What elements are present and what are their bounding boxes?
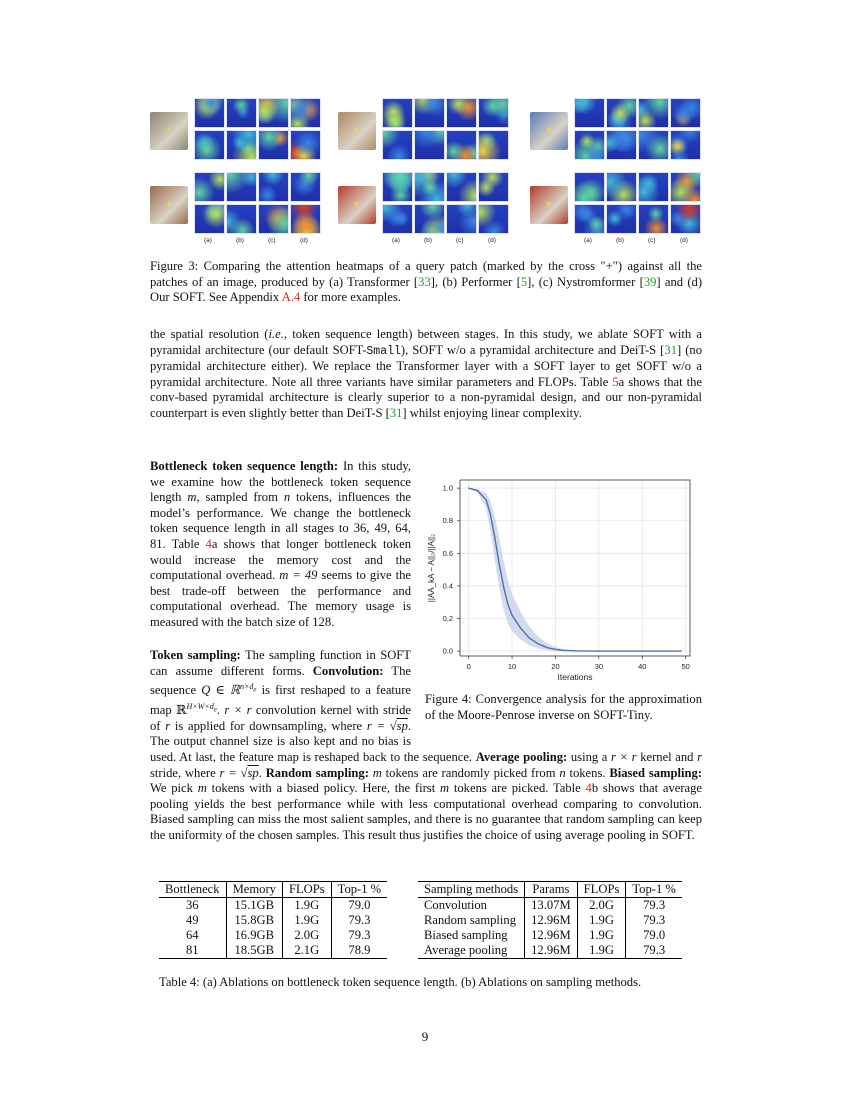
heatmap-group (150, 98, 322, 250)
table-cell: 36 (159, 898, 226, 914)
table-cell: 64 (159, 928, 226, 943)
x-axis-label: Iterations (557, 672, 593, 682)
attention-heatmap (606, 172, 637, 202)
table-cell: 2.1G (282, 943, 331, 959)
table-4-caption: Table 4: (a) Ablations on bottleneck token sequence length. (b) Ablations on sampling methods. (159, 975, 642, 989)
table-header: FLOPs (577, 882, 626, 898)
table-row (418, 913, 682, 928)
table-cell: 13.07M (525, 898, 578, 914)
attention-heatmap (446, 130, 477, 160)
float-spacer (411, 648, 702, 746)
table-header: Top-1 % (337, 882, 382, 896)
figure-3-heatmaps (150, 98, 702, 250)
token-sampling-text: Token sampling: The sampling function in SOFT can assume different forms. Convolution: The sequence Q ∈ ℝ$^{n\times d_e}$ is first reshaped to a feature map ℝ$^{H\times W\times d_e}$. r × r convolution kernel with stride of r is applied for downsampling, where r = √sp. The output channel size is also kept and no bias is used. At last, the feature map is reshaped back to the sequence. Average pooling: using a r × r kernel and r stride, where r = √sp. Random sampling: m tokens are randomly picked from n tokens. Biased sampling: We pick m tokens with a biased policy. Here, the first m tokens are picked. Table 4b shows that average pooling yields the best performance while with less computational overhead comparing to convolution. Biased sampling can miss the most salient samples, and there is no guarantee that random sampling can keep the uniformity of the chosen samples. This result thus justifies the choice of using average pooling in SOFT. (150, 648, 703, 842)
table-cell: 12.96M (525, 943, 578, 959)
table-link[interactable]: 5 (612, 374, 619, 389)
attention-heatmap (638, 204, 669, 234)
x-tick-label: 50 (681, 662, 690, 671)
query-cross-marker: + (546, 199, 552, 210)
table-cell: 79.3 (348, 913, 371, 927)
table-cell: 1.9G (577, 943, 626, 959)
attention-heatmap (226, 172, 257, 202)
query-cross-marker: + (166, 125, 172, 136)
table-cell: 12.96M (525, 928, 578, 943)
table-cell: 1.9G (282, 913, 331, 928)
heatmap-group (338, 98, 510, 250)
table-4a (159, 881, 387, 959)
attention-heatmap (226, 130, 257, 160)
attention-heatmap (382, 204, 413, 234)
data-point (503, 585, 504, 586)
citation[interactable]: 31 (389, 405, 403, 420)
attention-heatmap (638, 130, 669, 160)
table-cell: Biased sampling (418, 928, 525, 943)
attention-heatmap (414, 204, 445, 234)
table-row (418, 928, 682, 943)
attention-heatmap (290, 172, 321, 202)
paragraph-token-sampling (150, 648, 702, 844)
table-cell: 79.0 (348, 898, 371, 912)
x-tick-label: 30 (594, 662, 604, 671)
table-cell: 15.8GB (226, 913, 282, 928)
panel-label: (b) (236, 237, 244, 244)
panel-label: (a) (204, 237, 212, 244)
panel-label: (b) (616, 237, 624, 244)
query-cross-marker: + (166, 199, 172, 210)
panel-label: (c) (648, 237, 656, 244)
citation[interactable]: 39 (643, 274, 657, 289)
attention-heatmap (290, 98, 321, 128)
y-tick-label: 0.2 (442, 614, 453, 624)
table-4b (418, 881, 682, 959)
attention-heatmap (670, 204, 701, 234)
figure-3-caption: Figure 3: Comparing the attention heatmaps of a query patch (marked by the cross "+") against all the patches of an image, produced by (a) Transformer [33], (b) Performer [5], (c) Nystromformer [39] and (d) Our SOFT. See Appendix A.4 for more examples. (150, 259, 703, 305)
attention-heatmap (382, 130, 413, 160)
attention-heatmap (606, 98, 637, 128)
table-cell: Convolution (418, 898, 525, 914)
table-row (159, 943, 387, 959)
attention-heatmap (194, 98, 225, 128)
table-cell: 78.9 (348, 943, 371, 957)
table-cell: 79.3 (348, 928, 371, 942)
table-link[interactable]: 4 (585, 781, 592, 796)
attention-heatmap (478, 172, 509, 202)
attention-heatmap (478, 204, 509, 234)
attention-heatmap (382, 172, 413, 202)
table-header: FLOPs (282, 882, 331, 898)
table-cell: 2.0G (282, 928, 331, 943)
data-point (490, 514, 491, 515)
y-tick-label: 1.0 (442, 483, 453, 493)
data-point (520, 628, 521, 629)
data-point (538, 643, 539, 644)
attention-heatmap (290, 130, 321, 160)
table-cell: 15.1GB (226, 898, 282, 914)
attention-heatmap (638, 172, 669, 202)
data-point (494, 536, 495, 537)
panel-label: (b) (424, 237, 432, 244)
attention-heatmap (290, 204, 321, 234)
query-cross-marker: + (546, 125, 552, 136)
table-header: Sampling methods (418, 882, 525, 898)
table-row (418, 898, 682, 914)
attention-heatmap (226, 204, 257, 234)
attention-heatmap (414, 98, 445, 128)
attention-heatmap (258, 172, 289, 202)
attention-heatmap (446, 204, 477, 234)
data-point (507, 603, 508, 604)
table-cell: Average pooling (418, 943, 525, 959)
attention-heatmap (606, 130, 637, 160)
panel-label: (c) (268, 237, 276, 244)
attention-heatmap (414, 130, 445, 160)
attention-heatmap (574, 172, 605, 202)
data-point (468, 488, 469, 489)
panel-label: (a) (392, 237, 400, 244)
plot-frame (460, 480, 690, 656)
attention-heatmap (638, 98, 669, 128)
attention-heatmap (446, 98, 477, 128)
page-number: 9 (421, 1029, 429, 1044)
attention-heatmap (574, 98, 605, 128)
x-tick-label: 40 (638, 662, 647, 671)
query-cross-marker: + (354, 199, 360, 210)
citation[interactable]: 31 (664, 342, 677, 357)
y-tick-label: 0.6 (442, 548, 453, 558)
table-cell: 1.9G (577, 928, 626, 943)
panel-label: (d) (680, 237, 688, 244)
data-point (485, 499, 486, 500)
query-cross-marker: + (354, 125, 360, 136)
table-cell: 16.9GB (226, 928, 282, 943)
y-axis-label: ||AA_kA − A||₂/||A||₂ (427, 533, 436, 603)
x-tick-label: 0 (466, 662, 471, 671)
table-cell: 18.5GB (226, 943, 282, 959)
citation[interactable]: 33 (418, 274, 431, 289)
panel-label: (d) (488, 237, 496, 244)
citation[interactable]: 5 (520, 274, 528, 289)
panel-label: (c) (456, 237, 464, 244)
data-point (477, 490, 478, 491)
attention-heatmap (382, 98, 413, 128)
data-point (511, 615, 512, 616)
paragraph-pyramidal: the spatial resolution (i.e., token sequence length) between stages. In this study, we ablate SOFT with a pyramidal architecture (our default SOFT-Small), SOFT w/o a pyramidal architecture and DeiT-S [31] (no pyramidal architecture either). We replace the Transformer layer with a SOFT layer to get SOFT w/o a pyramidal architecture. Note all three variants have similar parameters and FLOPs. Table 5a shows that the conv-based pyramidal architecture is clearly superior to a non-pyramidal design, and our non-pyramidal counterpart is even slightly better than DeiT-S [31] whilst enjoying linear complexity. (150, 327, 703, 420)
x-tick-label: 10 (507, 662, 517, 671)
y-tick-label: 0.4 (442, 581, 453, 591)
panel-label: (a) (584, 237, 592, 244)
table-link[interactable]: 4 (205, 536, 212, 551)
data-point (529, 637, 530, 638)
attention-heatmap (194, 204, 225, 234)
y-tick-label: 0.0 (442, 646, 453, 656)
table-header: Top-1 % (632, 882, 676, 896)
attention-heatmap (478, 130, 509, 160)
table-row (159, 913, 387, 928)
panel-label: (d) (300, 237, 308, 244)
x-tick-label: 20 (551, 662, 560, 671)
table-cell: 79.3 (643, 913, 666, 927)
data-point (498, 563, 499, 564)
table-cell: 12.96M (525, 913, 578, 928)
table-cell: Random sampling (418, 913, 525, 928)
attention-heatmap (258, 204, 289, 234)
appendix-link[interactable]: A.4 (281, 290, 301, 305)
heatmap-group (530, 98, 702, 250)
y-tick-label: 0.8 (442, 516, 453, 526)
table-header: Params (525, 882, 578, 898)
table-cell: 49 (159, 913, 226, 928)
attention-heatmap (194, 172, 225, 202)
table-row (418, 943, 682, 959)
table-row (159, 928, 387, 943)
attention-heatmap (194, 130, 225, 160)
attention-heatmap (606, 204, 637, 234)
attention-heatmap (670, 130, 701, 160)
series-line (469, 488, 682, 651)
table-row (159, 898, 387, 914)
attention-heatmap (226, 98, 257, 128)
attention-heatmap (574, 204, 605, 234)
table-cell: 79.3 (643, 943, 666, 957)
attention-heatmap (574, 130, 605, 160)
table-cell: 2.0G (577, 898, 626, 914)
attention-heatmap (670, 98, 701, 128)
attention-heatmap (414, 172, 445, 202)
attention-heatmap (258, 98, 289, 128)
attention-heatmap (446, 172, 477, 202)
table-cell: 1.9G (577, 913, 626, 928)
table-cell: 79.3 (643, 898, 666, 912)
paragraph-bottleneck: Bottleneck token sequence length: In this study, we examine how the bottleneck token sequence length m, sampled from n tokens, influences the model’s performance. We change the bottleneck token sequence length in all stages to 36, 49, 64, 81. Table 4a shows that longer bottleneck token would increase the memory cost and the computational overhead. m = 49 seems to give the best trade-off between the performance and computational overhead. The memory usage is measured with the batch size of 128. (150, 459, 411, 629)
table-cell: 1.9G (282, 898, 331, 914)
attention-heatmap (670, 172, 701, 202)
table-header: Bottleneck (159, 882, 226, 898)
table-header: Memory (226, 882, 282, 898)
table-cell: 79.0 (643, 928, 666, 942)
table-cell: 81 (159, 943, 226, 959)
attention-heatmap (258, 130, 289, 160)
attention-heatmap (478, 98, 509, 128)
figure-4-caption: Figure 4: Convergence analysis for the approximation of the Moore-Penrose inverse on SOFT-Tiny. (425, 692, 702, 722)
